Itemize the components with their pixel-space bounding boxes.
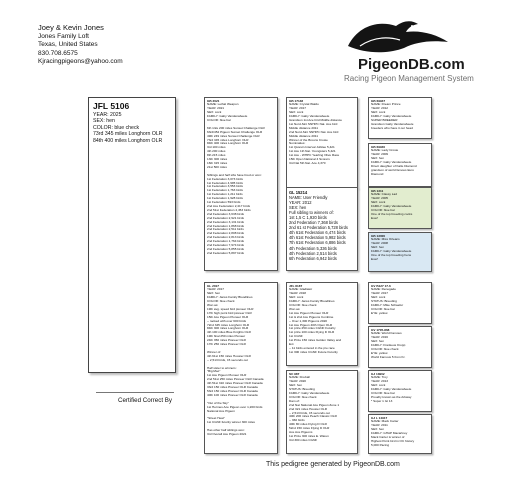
subject-result: 84th 400 miles Longhorn OLR xyxy=(93,137,163,144)
card-line: GB 2021 xyxy=(207,98,220,103)
card-line: 2nd 51st Federation 4,453 birds xyxy=(207,207,251,212)
card-line: 17th high point bird pioneer OLR xyxy=(207,310,252,315)
card-line: 2nd Federation 5,855 birds xyxy=(207,246,244,251)
card-line: 33rd 150 miles Pioneer OLR Canada xyxy=(207,385,258,390)
card-line: Winner of the Brouns Crosie xyxy=(289,137,328,142)
card-line: YEAR: 2020 xyxy=(289,379,307,384)
card-line: COLOR: blue bar xyxy=(371,391,395,396)
card-line: Won as: xyxy=(207,303,219,308)
card-line: GB 69947 xyxy=(371,98,386,103)
card-line: 4th 61st Federation 6,474 birds xyxy=(289,230,346,236)
card-line: 2nd 321 miles Hoosier OLR xyxy=(289,406,328,411)
card-line: 1st Federation 1,763 birds xyxy=(207,188,243,193)
card-line: NAME: Lady Crosie xyxy=(371,148,399,153)
card-line: 2nd Nat National Ace Pigeon Zone 1 xyxy=(289,402,340,407)
card-line: FAMILY: Gaby Vandenabeele xyxy=(371,204,412,209)
owner-email: Kjracingpigeons@yahoo.com xyxy=(38,58,123,66)
card-line: FAMILY: Gaby Vandenabeele xyxy=(289,391,330,396)
card-line: COLOR: blue check xyxy=(289,303,317,308)
card-line: GJ L 14917 xyxy=(371,415,388,420)
card-line: SEX: hen xyxy=(371,245,385,250)
card-line: YEAR: 2012 xyxy=(371,106,389,111)
card-line: 17th 250 miles Pioneer OLR xyxy=(207,342,246,347)
card-line: 2nd Federation 1,868 birds xyxy=(207,223,244,228)
card-line: 53rd 150 miles Pioneer OLR Canada xyxy=(207,388,258,393)
card-line: SEX: cock xyxy=(371,383,386,388)
card-line: SEX: cock xyxy=(289,295,304,300)
card-line: 19th avg. speed bird pioneer OLR xyxy=(207,306,254,311)
card-line: SEX: cock xyxy=(371,110,386,115)
dam-sire-dam-card xyxy=(368,326,432,368)
card-line: 1st Federation 593 birds xyxy=(207,200,241,205)
card-line: GJ 13902 xyxy=(371,371,385,376)
card-line: 1st Federation 1,211 birds xyxy=(207,192,243,197)
sire-dam-sire-card xyxy=(368,187,432,229)
card-line: FAMILY: Gaby Vandenabeele xyxy=(371,160,412,165)
card-line: 4th 61st 150 miles Hoosier OLR xyxy=(207,353,251,358)
card-line: STATUS: Breeding xyxy=(289,387,315,392)
card-line: Ext xyxy=(289,342,294,347)
card-line: COLOR: blue bar xyxy=(207,118,231,123)
card-line: "Street Heat" xyxy=(207,416,225,421)
card-line: YEAR: 2012 xyxy=(289,199,312,205)
card-line: SEX: hen xyxy=(371,427,385,432)
card-line: YEAR: 2016 xyxy=(371,335,389,340)
subject-result: 73rd 345 miles Longhorn OLR xyxy=(93,131,163,138)
card-line: 2nd Federation 5,897 birds xyxy=(207,250,244,255)
card-line: 2nd Nord-Sint SNHPC Nat. Ace bird xyxy=(289,129,339,134)
card-line: 1st Prize 150 miles Golden Valley and xyxy=(289,338,342,343)
card-line: Ace Ace Pigeons xyxy=(289,430,313,435)
certified-label: Certified Correct By xyxy=(118,397,172,404)
card-line: FAMILY: Mike Schaefer xyxy=(371,303,404,308)
card-line: 1st Ace Pigeon Pioneer OLR xyxy=(207,373,247,378)
card-line: Grandson 1st Ace bird Middle distance xyxy=(289,118,342,123)
subject-color: COLOR: blue check xyxy=(93,124,140,131)
pigeon-logo-icon xyxy=(300,16,490,58)
card-line: 5,000 Pacing xyxy=(371,442,390,447)
card-line: FAMILY: Frankeus Kropp xyxy=(371,343,406,348)
card-line: SUPER BREEDER xyxy=(371,118,398,123)
dam-sire-card xyxy=(286,282,358,366)
card-line: 1st CGNF xyxy=(289,334,303,339)
card-line: YEAR: 2009 xyxy=(371,152,389,157)
card-line: FAMILY: Gaby Vandenabeele xyxy=(207,114,248,119)
subject-ring-number: JFL 5106 xyxy=(93,101,130,111)
card-line: -- 2,513 birds, 15 seconds out xyxy=(207,357,248,362)
card-line: 84th 300 miles Longhorn OLR xyxy=(207,326,249,331)
card-line: Ever! xyxy=(371,215,379,220)
card-line: Highest Point bird in OC history xyxy=(371,438,415,443)
logo-tagline: Racing Pigeon Management System xyxy=(344,74,474,83)
subject-year: YEAR: 2025 xyxy=(93,112,122,118)
card-line: 8th 215 miles xyxy=(207,153,226,158)
card-line: 1st CGNF futurity winner 300 miles xyxy=(207,420,255,425)
sire-sire-card xyxy=(286,97,358,189)
card-line: Dam of: xyxy=(289,398,300,403)
card-line: Grandson Gaby Vandenabeele xyxy=(371,121,414,126)
card-line: EYE: yellow xyxy=(371,310,388,315)
card-line: NAME: Mack Carter xyxy=(371,419,399,424)
card-line: 16th 315 miles xyxy=(207,161,228,165)
card-line: FAMILY: Gaby Vandenabeele xyxy=(371,387,412,392)
owner-name: Joey & Kevin Jones xyxy=(38,23,104,32)
card-line: 24th 350 miles Pioneer OLR xyxy=(207,338,246,343)
dam-dam-dam-card xyxy=(368,414,432,454)
card-line: SEX: hen xyxy=(289,383,303,388)
card-line: 7th 61st Federation 6,886 birds xyxy=(289,240,346,246)
card-line: 1st & 2nd Ace Pigeons Combine xyxy=(289,314,334,319)
card-line: Nominaties: xyxy=(289,141,306,146)
card-line: 63rd/452 Pigeon Sunset Challenge OLR xyxy=(207,129,263,134)
card-line: NAME: Classy Lad xyxy=(371,192,397,197)
card-line: GB 17148 xyxy=(289,98,304,103)
card-line: National Ace Pigeon xyxy=(207,408,235,413)
owner-loft: Jones Family Loft xyxy=(38,32,89,40)
owner-info xyxy=(38,24,123,67)
card-line: COLOR: blue check xyxy=(371,347,399,352)
card-line: NAME: User Friendly xyxy=(289,194,328,200)
card-line: Direct daughter of Kalle Diamond xyxy=(371,164,417,169)
card-line: breeders who have it our head xyxy=(371,125,413,130)
subject-sex: SEX: hen xyxy=(93,118,115,125)
sire-sire-dam-card xyxy=(368,143,432,187)
card-line: 40th 200 miles Peach Classic OLR xyxy=(289,414,337,419)
card-line: YEAR: 2018 xyxy=(289,291,307,296)
card-line: FAMILY: Gaby Vandenabeele xyxy=(371,249,412,254)
card-line: 1st Federation 3,553 birds xyxy=(207,184,243,189)
card-line: FAMILY: Janss Family Bloodlines xyxy=(207,295,253,300)
card-line: 1st 300 miles CGNF Future Futurity xyxy=(289,349,338,354)
card-line: 13th 300 miles xyxy=(207,157,228,162)
card-line: FAMILY: Gaby Vandenabeele xyxy=(289,114,330,119)
card-line: YEAR: 2005 xyxy=(371,196,389,201)
card-line: 40th 80 miles Flying D OLR xyxy=(289,422,327,427)
card-line: 2nd 51st 250 miles Pioneer OLR Canada xyxy=(207,377,264,382)
card-line: 2nd 61 st Federation 5,728 birds xyxy=(289,225,348,231)
dam-sire-sire-card xyxy=(368,282,432,324)
card-line: 1st 1,5 C 1,920 birds xyxy=(289,214,327,220)
dam-dam-card xyxy=(286,370,358,454)
card-line: GV 1705-868 xyxy=(371,327,390,332)
card-line: GB 13000 xyxy=(371,233,386,238)
card-line: 2nd Federation 2,813 birds xyxy=(207,235,244,240)
card-line: 19th final 250 miles Pioneer xyxy=(207,334,246,339)
card-line: GL 15214 xyxy=(289,189,308,195)
card-line: -- 2,513 birds, 15 seconds out xyxy=(289,410,330,415)
card-line: grandson of world famous Euro xyxy=(371,167,414,172)
card-line: SEX: hen xyxy=(371,339,385,344)
card-line: One of the top breeding cocks xyxy=(371,211,413,216)
card-line: SEX: hen xyxy=(207,291,221,296)
card-line: 1st Prize 300 miles E. Waren xyxy=(289,434,329,438)
card-line: Ever! xyxy=(371,256,379,261)
card-line: Middle distance 2011 xyxy=(289,125,319,130)
card-line: Winner of: xyxy=(207,349,222,354)
card-line: 1st Federation 1,928 birds xyxy=(207,196,243,201)
dam-dam-sire-card xyxy=(368,370,432,412)
footer-credit: This pedigree generated by PigeonDB.com xyxy=(266,461,400,468)
card-line: SC 987 xyxy=(289,371,300,376)
card-line: NAME: Lethal Weapon xyxy=(207,102,239,107)
card-line: 2nd Federation 1,764 birds xyxy=(207,239,244,244)
card-line: 1st Ace Pigeon 40th Open OLR xyxy=(289,322,333,327)
card-line: YEAR: 2017 xyxy=(371,291,389,296)
card-line: "Big Mac" xyxy=(207,369,221,374)
card-line: * Super 1 Gt 13 xyxy=(371,398,393,403)
card-line: YEAR: 2021 xyxy=(207,106,225,111)
card-line: 4th 51st 310 miles Pioneer OLR Canada xyxy=(207,381,263,386)
card-line: Proudly known as the Arkway xyxy=(371,394,412,399)
card-line: -- 11 birds entered in the pre race xyxy=(289,346,335,350)
card-line: Full sibling to winners of: xyxy=(289,209,334,215)
card-line: 4th 200 miles xyxy=(207,149,226,154)
card-line: Won as: xyxy=(289,306,301,311)
card-line: COLOR: blue bar xyxy=(371,208,395,213)
card-line: 1st Ace 1th Nat. Youngsters 5,421 xyxy=(289,149,336,154)
card-line: SEX: cock xyxy=(371,295,386,300)
card-line: GL 2017 xyxy=(207,283,219,288)
card-line: 2nd Federation 7,974 birds xyxy=(207,243,244,248)
dam-card xyxy=(204,282,278,454)
card-line: 1st Ace - WHPC Yearling Olive Race xyxy=(289,153,340,158)
card-line: Half sister to winners: xyxy=(207,365,237,370)
card-line: SEX: cock xyxy=(371,200,386,205)
card-line: 49th 249 miles Sunset Challenge OLR xyxy=(207,133,260,138)
card-line: NAME: Dream Prince xyxy=(371,102,401,107)
card-line: 3rd Overall Ace Pigeon 2021 xyxy=(207,431,247,436)
card-line: -- Over 1,300 Pigeons 2020 xyxy=(289,318,328,323)
card-line: 1st Nord-Sint SNHPC Nat. Ace bird xyxy=(289,121,338,126)
card-line: One of the top breeding hens xyxy=(371,253,412,258)
card-line: 40th 100 miles Pioneer OLR Canada xyxy=(207,392,258,397)
card-line: YEAR: 2017 xyxy=(289,106,307,111)
card-line: 2nd Federation 2,808 birds xyxy=(207,231,244,236)
card-line: YEAR: 2017 xyxy=(207,287,225,292)
card-line: GV B127 17-6 xyxy=(371,283,391,288)
card-line: FAMILY: GHAP Macartney xyxy=(371,431,408,436)
sire-dam-dam-card xyxy=(368,232,432,272)
card-line: 72nd 345 miles Longhorn OLR xyxy=(207,322,250,327)
signature-line xyxy=(96,392,174,393)
card-line: 3rd Nat 5th Nat. Ace 4,370 xyxy=(289,161,326,165)
card-line: 3rd 100 miles xyxy=(207,145,226,150)
card-line: JFL 8187 xyxy=(289,283,303,288)
card-line: 21st 500 miles xyxy=(207,164,227,169)
card-line: 4th 100 miles Blue Knights OLR xyxy=(207,330,251,335)
card-line: 73rd 345 miles Longhorn OLR xyxy=(207,137,249,142)
card-line: YEAR: 2008 xyxy=(371,241,389,246)
card-line: NAME: Troy xyxy=(371,375,388,380)
logo-brand: PigeonDB.com xyxy=(358,56,465,73)
card-line: 1st Hermes Ace Pigeon over 1,200 birds xyxy=(207,404,263,409)
card-line: SEX: cock xyxy=(289,110,304,115)
card-line: SEX: cock xyxy=(207,110,222,115)
card-line: SEX: hen xyxy=(371,156,385,161)
owner-location: Texas, United States xyxy=(38,41,98,49)
card-line: YEAR: 2013 xyxy=(371,379,389,384)
card-line: World Famous 5 from Kr. xyxy=(371,354,406,359)
sire-sire-sire-card xyxy=(368,97,432,139)
card-line: 4th 61st Federation 5,982 birds xyxy=(289,235,346,241)
card-line: FAMILY: Gaby Vandenabeele xyxy=(371,114,412,119)
card-line: COLOR: blue bar xyxy=(371,306,395,311)
card-line: 2nd Federation 7,368 birds xyxy=(289,220,338,226)
card-line: EYE: yellow xyxy=(371,350,388,355)
card-line: SEX: hen xyxy=(289,204,307,210)
card-line: 6th Federation 6,942 birds xyxy=(289,255,337,261)
card-line: GB 69940 xyxy=(371,144,386,149)
sire-dam-card xyxy=(286,187,358,271)
card-line: 1st prize 100 miles Flying D OLR xyxy=(289,330,335,335)
card-line: FAMILY: Janss Family Bloodlines xyxy=(289,299,335,304)
card-line: 2nd Ace Federation 2,417 birds xyxy=(207,203,250,208)
card-line: NAME: Gladiator xyxy=(289,287,313,292)
card-line: 4th Federation 2,514 birds xyxy=(289,250,337,256)
card-line: 1st Federation 3,073 birds xyxy=(207,176,243,181)
card-line: NAME: Renegade xyxy=(371,287,396,292)
card-line: COLOR: blue check xyxy=(289,394,317,399)
card-line: 1st Ace Pigeon Pioneer OLR xyxy=(289,310,329,315)
card-line: 2nd Federation 3,638 birds xyxy=(207,211,244,216)
card-line: 6th 1/2e 200 miles Sunset Challenge OLR xyxy=(207,125,265,130)
card-line: 4th Federation 5,336 birds xyxy=(289,245,337,251)
pigeondb-logo xyxy=(300,16,490,86)
card-line: NAME: World Famous xyxy=(371,331,402,336)
card-line: -- racked with over 600 birds xyxy=(207,318,247,323)
card-line: Has other half siblings won: xyxy=(207,428,245,433)
card-line: COLOR: blue check xyxy=(207,299,235,304)
card-line: -- 360 birds xyxy=(289,418,305,423)
card-line: 52nd 150 miles Flying D OLR xyxy=(289,426,330,431)
card-line: 15th Ace Pigeon Pioneer OLR xyxy=(207,314,249,319)
card-line: STATUS: Breeding xyxy=(371,299,397,304)
card-line: GB 1311 xyxy=(371,188,384,193)
sire-card xyxy=(204,97,278,271)
card-line: 15th Open National 4 Scorers xyxy=(289,157,330,162)
card-line: 1st Quievin Interval Jubilee 5,421 xyxy=(289,145,335,150)
card-line: NAME: Miss Orleans xyxy=(371,237,400,242)
card-line: "Out of the Sky" xyxy=(207,400,229,405)
card-line: YEAR: 2011 xyxy=(371,423,388,428)
card-line: Diamond xyxy=(371,171,384,176)
card-line: NAME: Crystal Waldo xyxy=(289,102,319,107)
card-line: Siblings and half sibs have bred or won: xyxy=(207,172,262,177)
card-line: NAME: Fireball xyxy=(289,375,310,380)
card-line: 1st Federation 4,995 birds xyxy=(207,180,243,185)
card-line: 84th 400 miles Longhorn OLR xyxy=(207,141,249,146)
subject-pigeon-card xyxy=(88,97,176,373)
card-line: 2nd Federation 2,921 birds xyxy=(207,215,244,220)
card-line: 3rd 300 miles CGNF xyxy=(289,437,318,442)
card-line: Mack Carter is winner of xyxy=(371,435,405,440)
card-line: Middle distance 2011 xyxy=(289,133,319,138)
owner-phone: 830.708.6575 xyxy=(38,49,78,57)
card-line: 2nd Federation 3,131 birds xyxy=(207,219,244,224)
card-line: 2nd Federation 2,511 birds xyxy=(207,227,244,232)
card-line: 1st prize 250 miles CGNF Futurity xyxy=(289,326,336,331)
